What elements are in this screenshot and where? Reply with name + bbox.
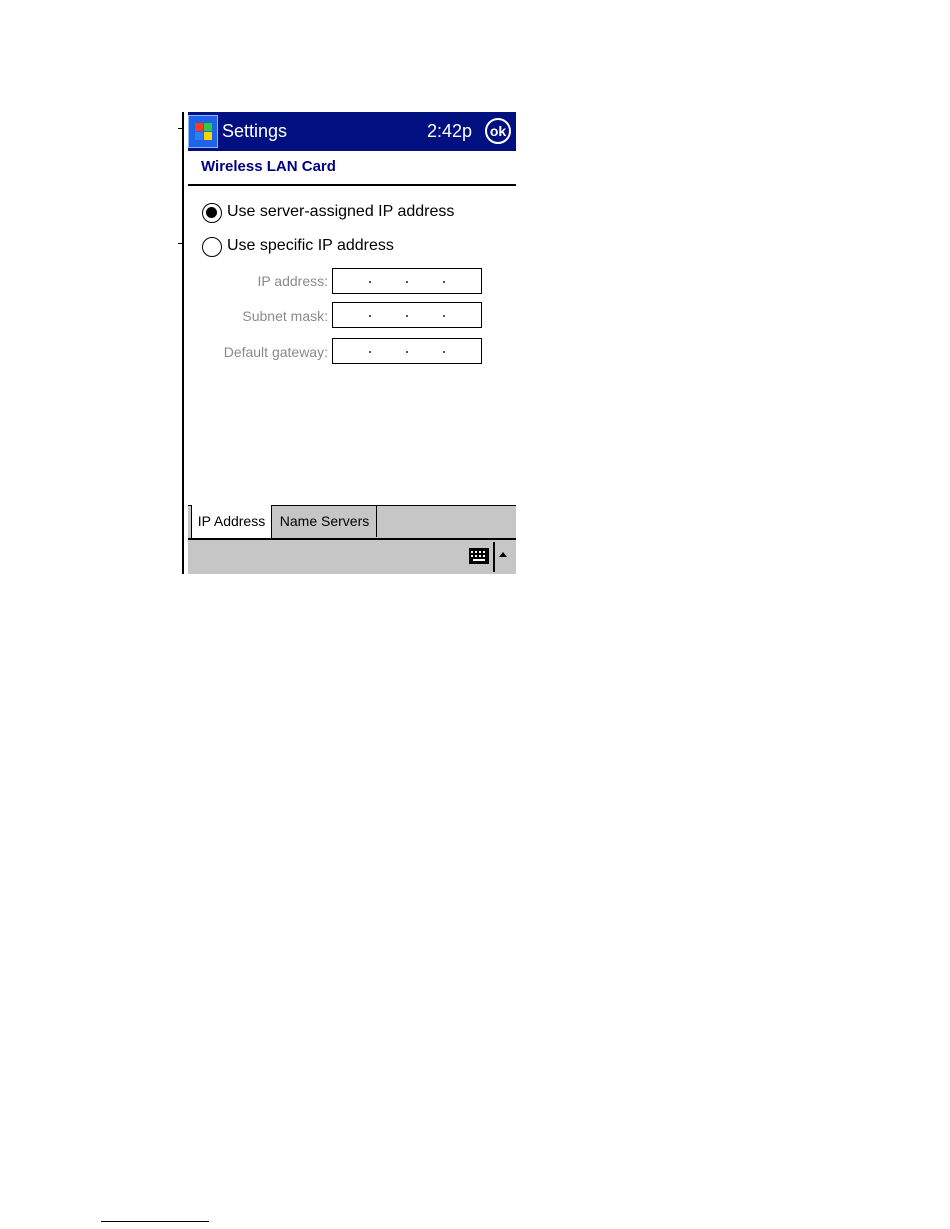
sip-separator <box>493 542 495 572</box>
title-bar <box>188 112 516 151</box>
device-frame-edge <box>182 112 184 574</box>
clock[interactable]: 2:42p <box>427 121 473 141</box>
tab-bar <box>188 505 516 538</box>
ip-address-label: IP address: <box>257 273 328 289</box>
start-button[interactable] <box>188 115 218 148</box>
windows-flag-icon <box>195 123 213 141</box>
arrow-up-icon[interactable] <box>499 552 507 557</box>
frame-tick <box>178 243 183 244</box>
ip-address-input[interactable] <box>332 268 482 294</box>
heading-divider <box>188 184 516 186</box>
default-gateway-input[interactable] <box>332 338 482 364</box>
frame-tick <box>178 128 183 129</box>
default-gateway-label: Default gateway: <box>223 344 328 360</box>
command-bar <box>188 538 516 574</box>
page-footer-rule <box>101 1221 209 1222</box>
keyboard-icon[interactable] <box>469 548 489 564</box>
ok-button[interactable]: ok <box>485 118 511 144</box>
pocketpc-screen <box>188 112 516 574</box>
tab-ip-address[interactable]: IP Address <box>191 505 272 538</box>
radio-label-server-assigned[interactable]: Use server-assigned IP address <box>227 203 455 220</box>
tab-name-servers[interactable]: Name Servers <box>273 506 377 537</box>
radio-button[interactable] <box>202 237 222 257</box>
radio-button-selected[interactable] <box>202 203 222 223</box>
radio-label-specific-ip[interactable]: Use specific IP address <box>227 237 394 254</box>
app-title: Settings <box>222 121 288 141</box>
subnet-mask-label: Subnet mask: <box>242 308 328 324</box>
page-title: Wireless LAN Card <box>201 158 336 175</box>
subnet-mask-input[interactable] <box>332 302 482 328</box>
